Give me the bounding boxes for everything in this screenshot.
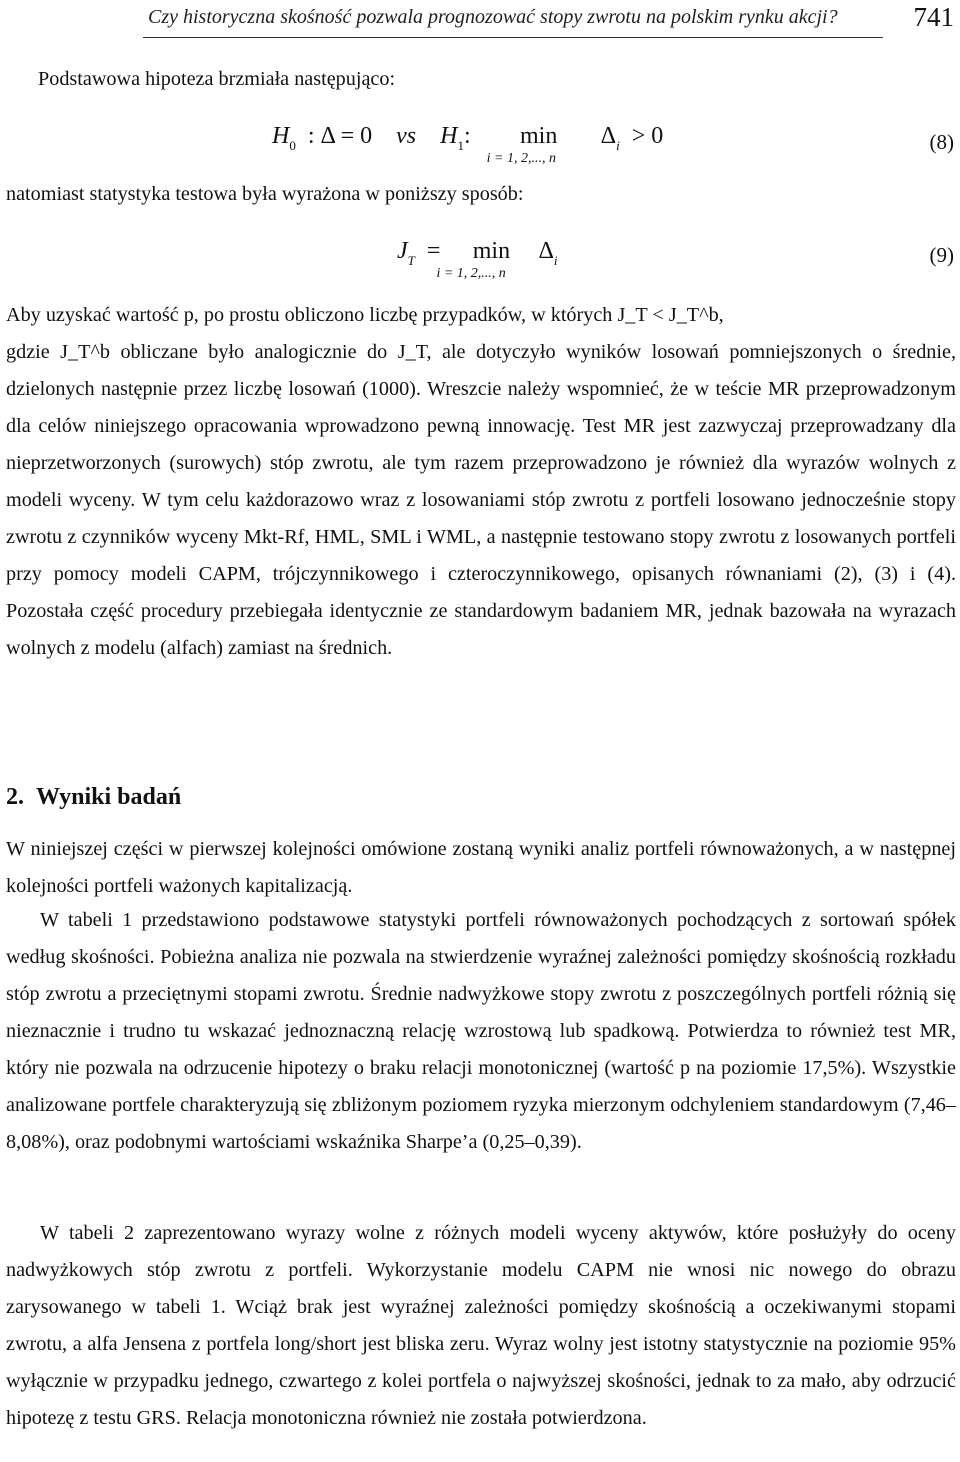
- running-header: [148, 2, 956, 38]
- equation-8: [272, 123, 672, 173]
- equation-9: [397, 238, 657, 288]
- paragraph-3-text: W tabeli 1 przedstawiono podstawowe statystyki portfeli równoważonych pochodzących z sortowań spółek według skośności. Pobieżna analiza nie pozwala na stwierdzenie wyraźnej zależności pomiędzy skośnością rozkładu stóp zwrotu a przeciętnymi stopami zwrotu. Średnie nadwyżkowe stopy zwrotu z poszczególnych portfeli różnią się nieznacznie i trudno tu wskazać jednoznaczną relację wzrostową lub spadkową. Potwierdza to również test MR, który nie pozwala na odrzucenie hipotezy o braku relacji monotonicznej (wartość p na poziomie 17,5%). Wszystkie analizowane portfele charakteryzują się zbliżonym poziomem ryzyka mierzonym odchyleniem standardowym (7,46–8,08%), oraz podobnymi wartościami wskaźnika Sharpe’a (0,25–0,39).: [6, 909, 956, 1153]
- paragraph-table-1: [6, 902, 956, 1161]
- eq9-j-sub: T: [407, 253, 415, 268]
- eq8-h0-sub: 0: [289, 138, 296, 153]
- eq8-h0-relation: : Δ = 0: [307, 123, 373, 149]
- equation-9-number: (9): [929, 243, 954, 267]
- eq8-vs: vs: [396, 123, 417, 149]
- eq9-range: i = 1, 2,..., n: [436, 266, 506, 281]
- eq9-min: min: [472, 238, 511, 264]
- eq8-h1: H: [440, 123, 458, 149]
- eq9-delta-sub: i: [553, 253, 558, 268]
- paragraph-method-details: [6, 297, 956, 667]
- paragraph-table-2: [6, 1215, 956, 1437]
- eq9-equals: =: [426, 238, 441, 264]
- eq8-h0: H: [272, 123, 290, 149]
- paragraph-1-body: gdzie J_T^b obliczane było analogicznie do J_T, ale dotyczyło wyników losowań pomniejszonych o średnie, dzielonych następnie przez liczbę losowań (1000). Wreszcie należy wspomnieć, że w teście MR przeprowadzonym dla celów niniejszego opracowania wprowadzono pewną innowację. Test MR jest zazwyczaj przeprowadzany dla nieprzetworzonych (surowych) stóp zwrotu, ale tym razem przeprowadzono je również dla wyrazów wolnych z modeli wyceny. W tym celu każdorazowo wraz z losowaniami stóp zwrotu z portfeli losowano jednocześnie stopy zwrotu z czynników wyceny Mkt-Rf, HML, SML i WML, a następnie testowano stopy zwrotu z losowanych portfeli przy pomocy modeli CAPM, trójczynnikowego i czteroczynnikowego, opisanych równaniami (2), (3) i (4). Pozostała część procedury przebiegała identycznie ze standardowym badaniem MR, jednak bazowała na wyrazach wolnych z modelu (alfach) zamiast na średnich.: [6, 341, 956, 659]
- paragraph-2-text: W niniejszej części w pierwszej kolejności omówione zostaną wyniki analiz portfeli równoważonych, a w następnej kolejności portfeli ważonych kapitalizacją.: [6, 838, 956, 897]
- eq8-min: min: [520, 123, 558, 149]
- statistic-lead: natomiast statystyka testowa była wyrażona w poniższy sposób:: [6, 183, 524, 205]
- page-number: 741: [913, 2, 954, 32]
- section-title: Wyniki badań: [36, 784, 182, 810]
- eq8-delta: Δ: [600, 123, 617, 149]
- eq9-j: J: [397, 238, 408, 264]
- eq9-delta: Δ: [538, 238, 554, 264]
- eq8-rhs: > 0: [631, 123, 664, 149]
- section-number: 2.: [6, 784, 24, 810]
- eq8-h1-sub: 1: [457, 138, 464, 153]
- paragraph-results-intro: [6, 831, 956, 905]
- running-title: Czy historyczna skośność pozwala prognozować stopy zwrotu na polskim rynku akcji?: [148, 6, 838, 28]
- eq8-range: i = 1, 2,..., n: [486, 151, 557, 166]
- eq8-delta-sub: i: [616, 138, 620, 153]
- eq8-h1-colon: :: [464, 123, 471, 149]
- section-heading: [6, 784, 181, 811]
- paragraph-1-line-1: Aby uzyskać wartość p, po prostu obliczono liczbę przypadków, w których J_T < J_T^b,: [6, 304, 724, 326]
- equation-8-number: (8): [929, 130, 954, 154]
- paragraph-4-text: W tabeli 2 zaprezentowano wyrazy wolne z różnych modeli wyceny aktywów, które posłużyły do oceny nadwyżkowych stóp zwrotu z portfeli. Wykorzystanie modelu CAPM nie wnosi nic nowego do obrazu zarysowanego w tabeli 1. Wciąż brak jest wyraźnej zależności pomiędzy skośnością a oczekiwanymi stopami zwrotu, a alfa Jensena z portfela long/short jest bliska zeru. Wyraz wolny jest istotny statystycznie na poziomie 95% wyłącznie w przypadku jednego, czwartego z kolei portfela o najwyższej skośności, jednak to za mało, aby odrzucić hipotezę z testu GRS. Relacja monotoniczna również nie została potwierdzona.: [6, 1222, 956, 1429]
- hypothesis-intro: Podstawowa hipoteza brzmiała następująco:: [38, 68, 396, 90]
- header-rule: [143, 37, 883, 38]
